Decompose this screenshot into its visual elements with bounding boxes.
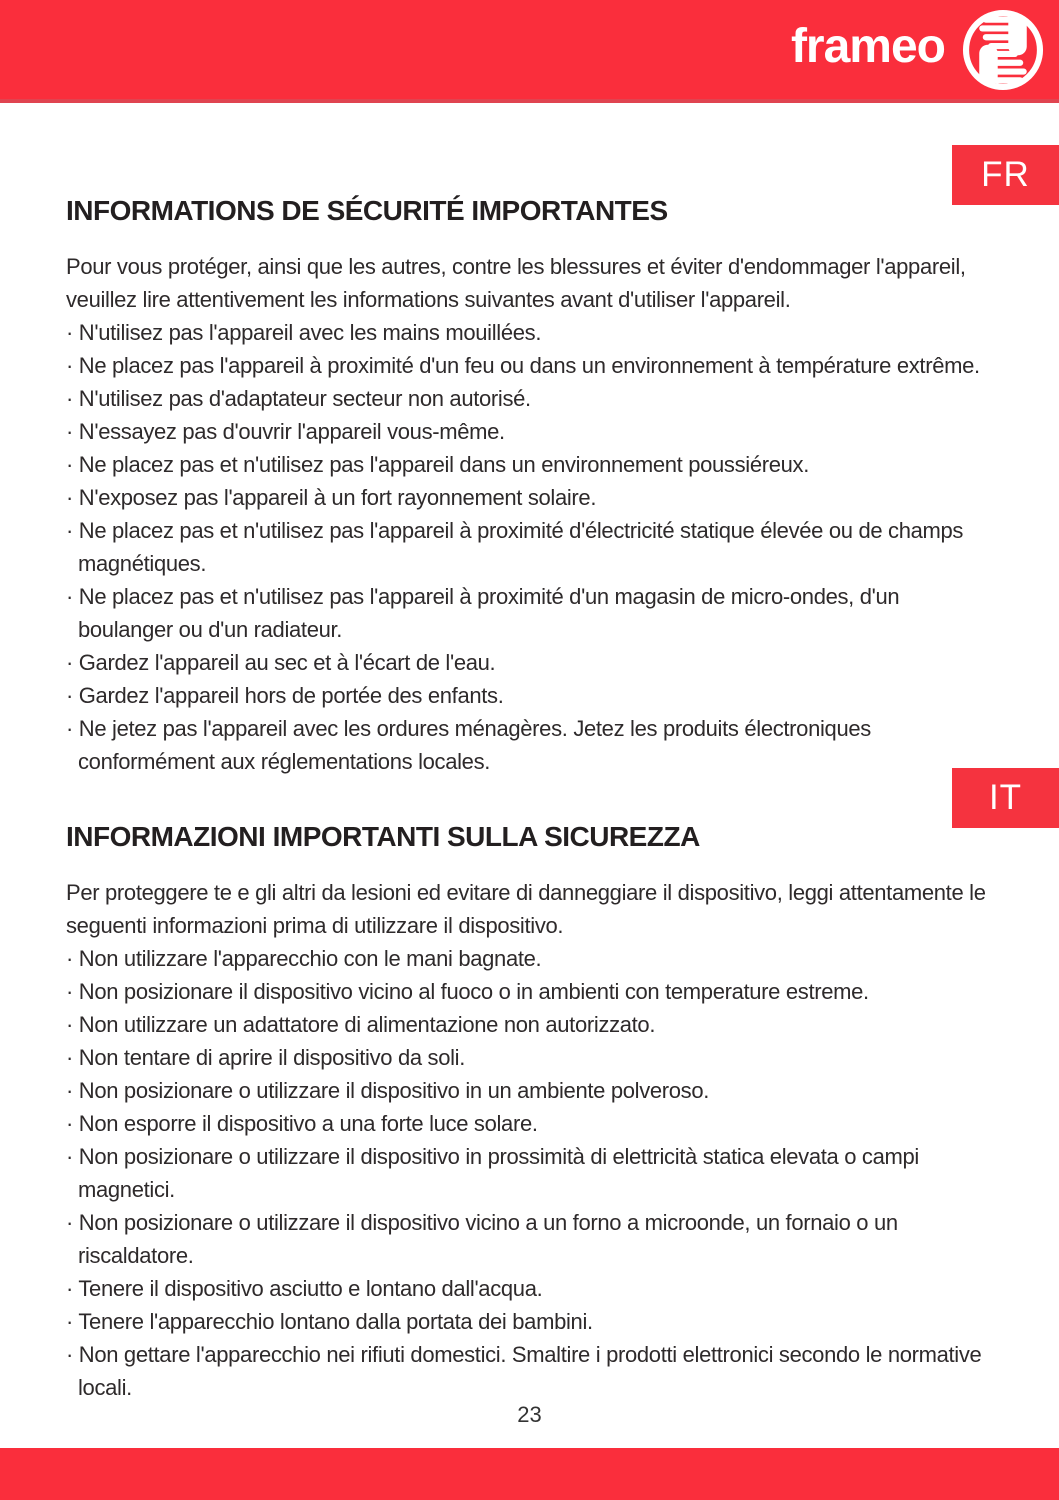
list-item: · Non posizionare o utilizzare il dispositivo in un ambiente polveroso. bbox=[66, 1078, 710, 1103]
list-item: · N'essayez pas d'ouvrir l'appareil vous-même. bbox=[66, 419, 505, 444]
section-intro-fr: Pour vous protéger, ainsi que les autres, contre les blessures et éviter d'endommager l'appareil, veuillez lire attentivement les informations suivantes avant d'utiliser l'appareil. bbox=[66, 254, 966, 312]
list-item: · Ne placez pas et n'utilisez pas l'appareil à proximité d'électricité statique élevée ou de champs magnétiques. bbox=[66, 518, 964, 576]
footer-bar bbox=[0, 1448, 1059, 1500]
list-item: · Ne placez pas et n'utilisez pas l'appareil dans un environnement poussiéreux. bbox=[66, 452, 809, 477]
page-number: 23 bbox=[517, 1402, 542, 1427]
list-item: · Non gettare l'apparecchio nei rifiuti domestici. Smaltire i prodotti elettronici secondo le normative locali. bbox=[66, 1342, 982, 1400]
list-item: · Non posizionare o utilizzare il dispositivo vicino a un forno a microonde, un fornaio o un riscaldatore. bbox=[66, 1210, 898, 1268]
bullet-list-it bbox=[66, 942, 996, 1404]
tab-label-fr: FR bbox=[981, 155, 1030, 194]
list-item: · Tenere l'apparecchio lontano dalla portata dei bambini. bbox=[66, 1309, 593, 1334]
language-tab-fr bbox=[952, 145, 1059, 205]
section-intro-it: Per proteggere te e gli altri da lesioni ed evitare di danneggiare il dispositivo, leggi attentamente le seguenti informazioni prima di utilizzare il dispositivo. bbox=[66, 880, 986, 938]
page-content bbox=[66, 195, 996, 1404]
list-item: · Ne placez pas et n'utilisez pas l'appareil à proximité d'un magasin de micro-ondes, d'un boulanger ou d'un radiateur. bbox=[66, 584, 900, 642]
list-item: · Non utilizzare l'apparecchio con le mani bagnate. bbox=[66, 946, 542, 971]
list-item: · Non posizionare il dispositivo vicino al fuoco o in ambienti con temperature estreme. bbox=[66, 979, 869, 1004]
tab-label-it: IT bbox=[988, 778, 1023, 817]
list-item: · Ne placez pas l'appareil à proximité d'un feu ou dans un environnement à température extrême. bbox=[66, 353, 980, 378]
section-fr bbox=[66, 195, 996, 778]
list-item: · Non tentare di aprire il dispositivo da soli. bbox=[66, 1045, 466, 1070]
list-item: · Ne jetez pas l'appareil avec les ordures ménagères. Jetez les produits électroniques conformément aux réglementations locales. bbox=[66, 716, 871, 774]
language-tab-it bbox=[952, 768, 1059, 828]
list-item: · Non posizionare o utilizzare il dispositivo in prossimità di elettricità statica elevata o campi magnetici. bbox=[66, 1144, 919, 1202]
list-item: · Gardez l'appareil hors de portée des enfants. bbox=[66, 683, 504, 708]
section-title-fr: INFORMATIONS DE SÉCURITÉ IMPORTANTES bbox=[66, 195, 668, 226]
list-item: · Gardez l'appareil au sec et à l'écart de l'eau. bbox=[66, 650, 496, 675]
frameo-wordmark: frameo bbox=[790, 19, 945, 73]
list-item: · N'exposez pas l'appareil à un fort rayonnement solaire. bbox=[66, 485, 597, 510]
frameo-hands-icon bbox=[959, 6, 1047, 94]
bullet-list-fr bbox=[66, 316, 996, 778]
list-item: · Tenere il dispositivo asciutto e lontano dall'acqua. bbox=[66, 1276, 543, 1301]
header-bar bbox=[0, 0, 1059, 103]
section-it bbox=[66, 821, 996, 1404]
list-item: · N'utilisez pas l'appareil avec les mains mouillées. bbox=[66, 320, 542, 345]
list-item: · N'utilisez pas d'adaptateur secteur non autorisé. bbox=[66, 386, 531, 411]
list-item: · Non esporre il dispositivo a una forte luce solare. bbox=[66, 1111, 538, 1136]
list-item: · Non utilizzare un adattatore di alimentazione non autorizzato. bbox=[66, 1012, 656, 1037]
section-title-it: INFORMAZIONI IMPORTANTI SULLA SICUREZZA bbox=[66, 821, 700, 852]
